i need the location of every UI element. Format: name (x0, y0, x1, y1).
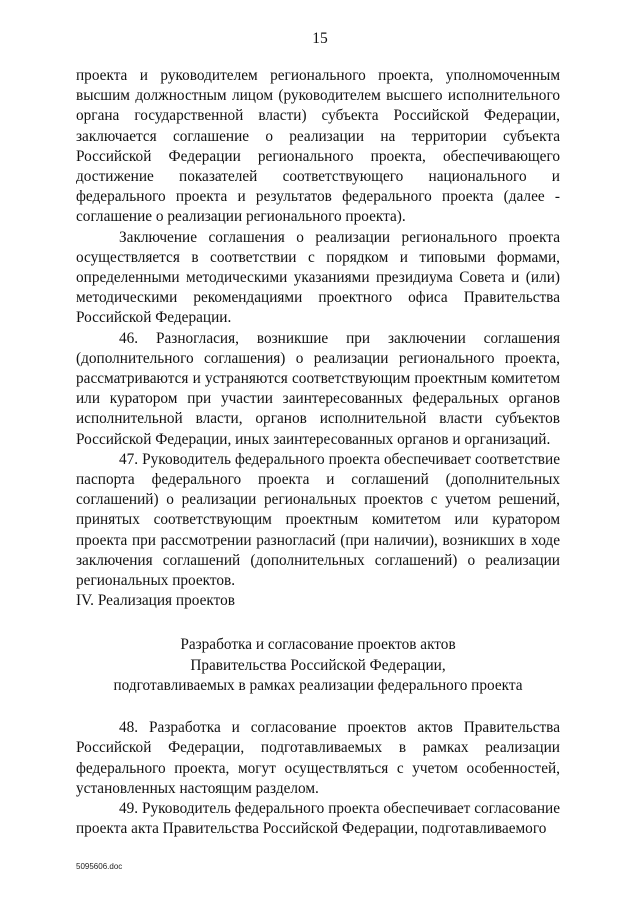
document-body (76, 66, 560, 839)
paragraph-47: 47. Руководитель федерального проекта обеспечивает соответствие паспорта федерального проекта и соглашений (дополнительных соглашений) о реализации региональных проектов с учетом решений, принятых соответствующим проектным комитетом или куратором проекта при рассмотрении разногласий (при наличии), возникших в ходе заключения соглашений (дополнительных соглашений) о реализации региональных проектов. (76, 450, 560, 590)
section-heading: IV. Реализация проектов (76, 592, 235, 610)
subsection-heading-line-2: Правительства Российской Федерации, (190, 656, 446, 674)
paragraph-46: 46. Разногласия, возникшие при заключении соглашения (дополнительного соглашения) о реализации регионального проекта, рассматриваются и устраняются соответствующим проектным комитетом или куратором при участии заинтересованных федеральных органов исполнительной власти, органов исполнительной власти субъектов Российской Федерации, иных заинтересованных органов и организаций. (76, 329, 560, 448)
footer-document-code: 5095606.doc (76, 862, 123, 871)
paragraph-agreement-conclusion: Заключение соглашения о реализации регионального проекта осуществляется в соответствии с порядком и типовыми формами, определенными методическими указаниями президиума Совета и (или) методическими рекомендациями проектного офиса Правительства Российской Федерации. (76, 228, 560, 327)
subsection-heading (76, 635, 560, 696)
subsection-heading-line-1: Разработка и согласование проектов актов (180, 636, 456, 654)
paragraph-continuation: проекта и руководителем регионального проекта, уполномоченным высшим должностным лицом (руководителем высшего исполнительного органа государственной власти) субъекта Российской Федерации, заключается соглашение о реализации на территории субъекта Российской Федерации регионального проекта, обеспечивающего достижение показателей соответствующего национального и федерального проекта и результатов федерального проекта (далее - соглашение о реализации регионального проекта). (76, 67, 560, 226)
paragraph-group-bottom (76, 718, 560, 839)
subsection-heading-line-3: подготавливаемых в рамках реализации федерального проекта (113, 676, 523, 694)
page-number: 15 (312, 30, 328, 47)
paragraph-49: 49. Руководитель федерального проекта обеспечивает согласование проекта акта Правительства Российской Федерации, подготавливаемого (76, 799, 560, 838)
paragraph-group-top (76, 66, 560, 591)
paragraph-48: 48. Разработка и согласование проектов актов Правительства Российской Федерации, подготавливаемых в рамках реализации федерального проекта, могут осуществляться с учетом особенностей, установленных настоящим разделом. (76, 719, 560, 797)
